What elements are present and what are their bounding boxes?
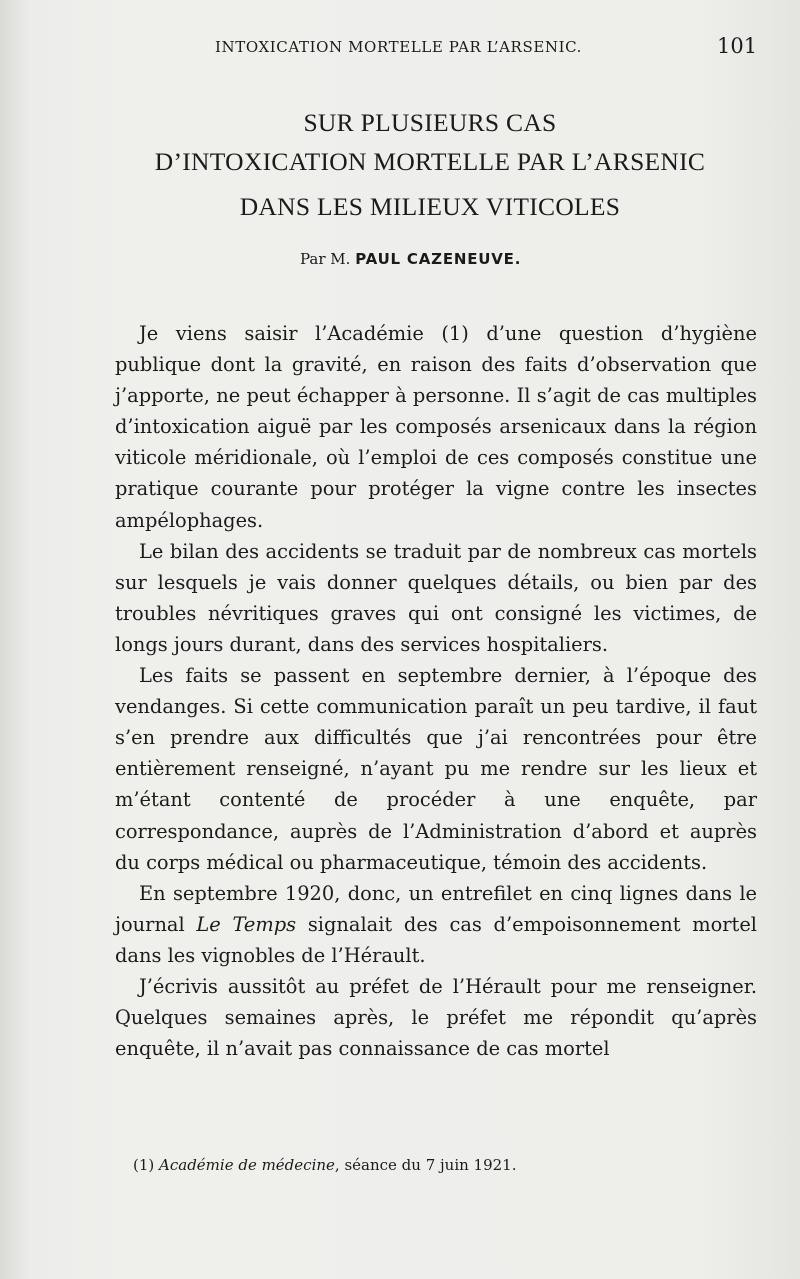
page-number: 101 [717,34,758,58]
footnote-source: Académie de médecine [159,1156,335,1174]
byline-prefix: Par M. [300,250,356,268]
paragraph-1: Je viens saisir l’Académie (1) d’une question d’hygiène publique dont la gravité, en raison des faits d’observation que j’apporte, ne peut échapper à personne. Il s’agit de cas multiples d’intoxication aiguë par les composés arsenicaux dans la région viticole méridionale, où l’emploi de ces composés constitue une pratique courante pour protéger la vigne contre les insectes ampélophages. [115,322,757,532]
footnote [133,1156,517,1174]
paragraph-4-text-start: En septembre 1920, donc, un entrefilet en cinq lignes dans le journal [115,881,757,936]
byline [300,250,521,268]
footnote-text: , séance du 7 juin 1921. [334,1156,517,1174]
journal-name: Le Temps [196,912,297,936]
paragraph-4 [115,878,757,971]
paragraph-5: J’écrivis aussitôt au préfet de l’Hérault pour me renseigner. Quelques semaines après, le préfet me répondit qu’après enquête, il n’avait pas connaissance de cas mortel [115,974,757,1061]
article-title-line-2: D’INTOXICATION MORTELLE PAR L’ARSENIC [154,147,706,176]
author-name: PAUL CAZENEUVE. [355,250,522,268]
running-title: INTOXICATION MORTELLE PAR L’ARSENIC. [215,38,583,56]
article-title-line-3: DANS LES MILIEUX VITICOLES [239,192,621,221]
article-title-line-1: SUR PLUSIEURS CAS [303,108,557,137]
paragraph-3: Les faits se passent en septembre dernier, à l’époque des vendanges. Si cette communication paraît un peu tardive, il faut s’en prendre aux difficultés que j’ai rencontrées pour être entièrement renseigné, n’ayant pu me rendre sur les lieux et m’étant contenté de procéder à une enquête, par correspondance, auprès de l’Administration d’abord et auprès du corps médical ou pharmaceutique, témoin des accidents. [115,664,757,874]
paragraph-4-text-end: signalait des cas d’empoisonnement mortel dans les vignobles de l’Hérault. [115,912,757,967]
article-body [115,318,757,1064]
paragraph-2: Le bilan des accidents se traduit par de nombreux cas mortels sur lesquels je vais donner quelques détails, ou bien par des troubles névritiques graves qui ont consigné les victimes, de longs jours durant, dans des services hospitaliers. [115,539,757,656]
footnote-marker: (1) [133,1156,160,1174]
